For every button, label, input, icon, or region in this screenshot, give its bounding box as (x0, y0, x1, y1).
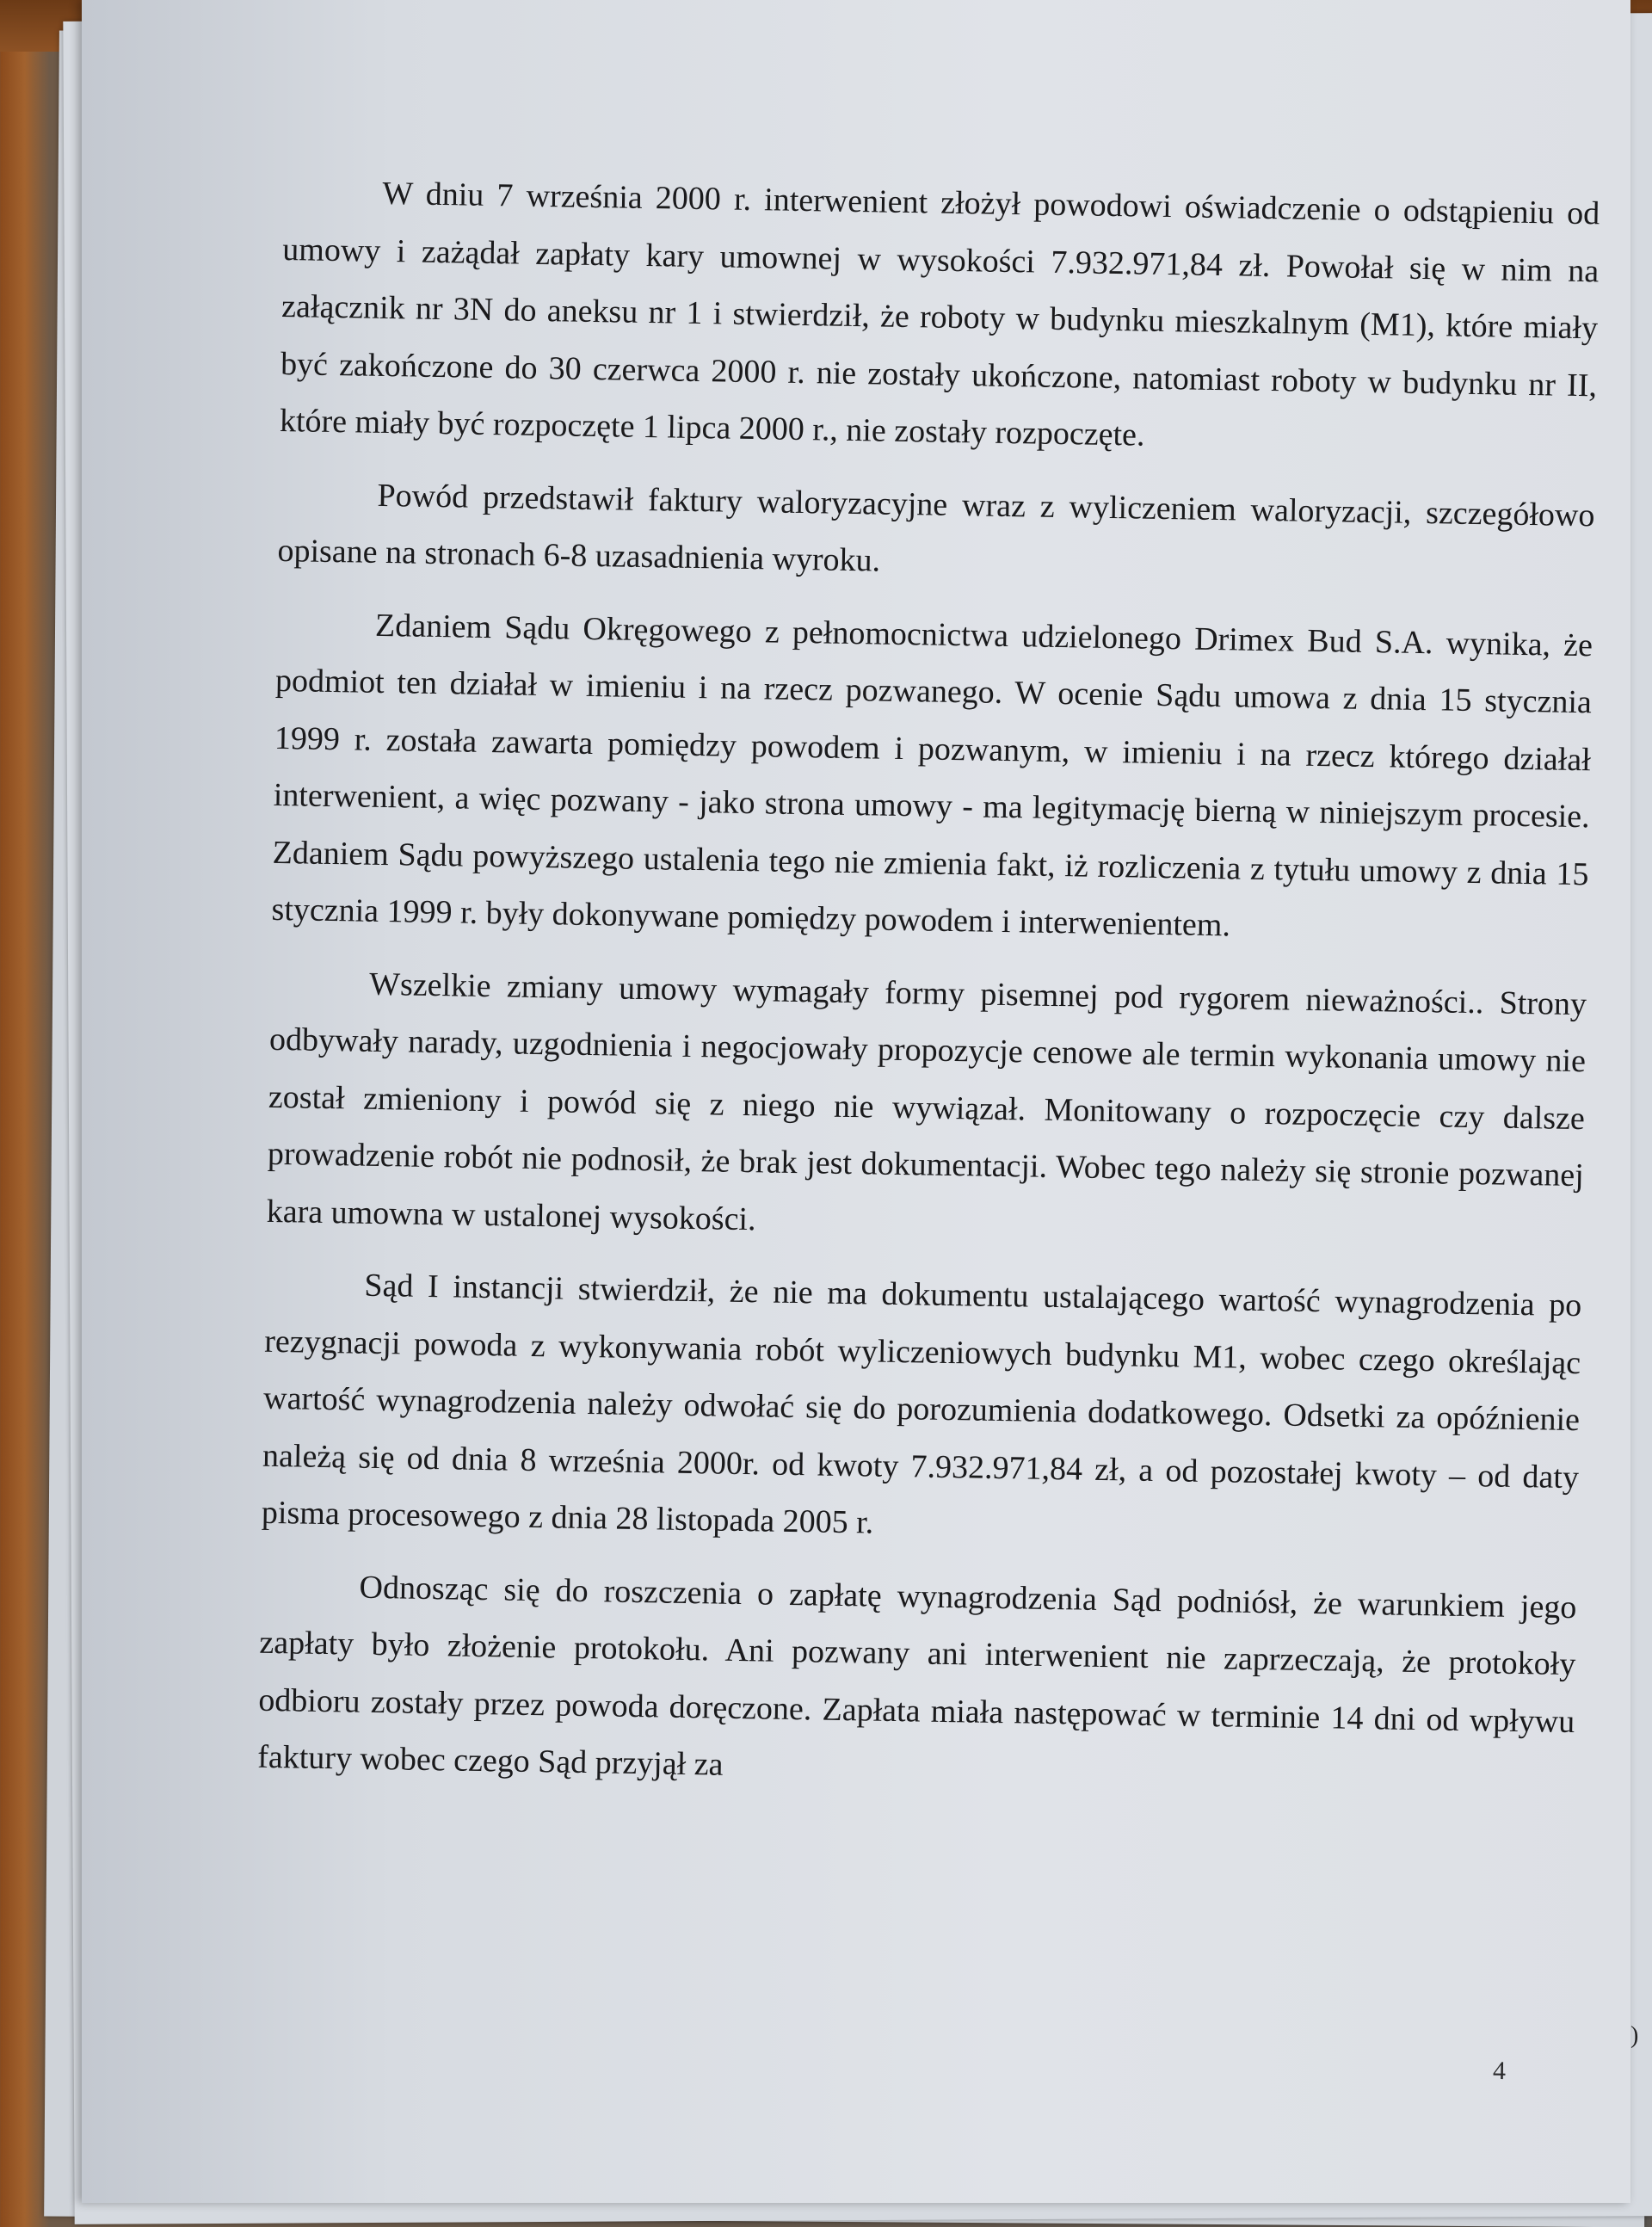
edge-mark: ) (1630, 2022, 1639, 2049)
paragraph (266, 953, 1587, 1262)
paragraph-text: Wszelkie zmiany umowy wymagały formy pisemnej pod rygorem nieważności.. Strony odbywały narady, uzgodnienia i negocjowały propozycje cenowe ale termin wykonania umowy nie został zmieniony i powód się z niego nie wywiązał. Monitowany o rozpoczęcie czy dalsze prowadzenie robót nie podnosił, że brak jest dokumentacji. Wobec tego należy się stronie pozwanej kara umowna w ustalonej wysokości. (266, 965, 1587, 1237)
paragraph-text: Zdaniem Sądu Okręgowego z pełnomocnictwa udzielonego Drimex Bud S.A. wynika, że podmiot ten działał w imieniu i na rzecz pozwanego. W ocenie Sądu umowa z dnia 15 stycznia 1999 r. została zawarta pomiędzy powodem i pozwanym, w imieniu i na rzecz którego działał interwenient, a więc pozwany - jako strona umowy - ma legitymację bierną w niniejszym procesie. Zdaniem Sądu powyższego ustalenia tego nie zmienia fakt, iż rozliczenia z tytułu umowy z dnia 15 stycznia 1999 r. były dokonywane pomiędzy powodem i interwenientem. (271, 607, 1593, 944)
document-body (257, 163, 1600, 1808)
paragraph-text: W dniu 7 września 2000 r. interwenient złożył powodowi oświadczenie o odstąpieniu od umowy i zażądał zapłaty kary umownej w wysokości 7.932.971,84 zł. Powołał się w nim na załącznik nr 3N do aneksu nr 1 i stwierdził, że roboty w budynku mieszkalnym (M1), które miały być zakończone do 30 czerwca 2000 r. nie zostały ukończone, natomiast roboty w budynku nr II, które miały być rozpoczęte 1 lipca 2000 r., nie zostały rozpoczęte. (279, 175, 1600, 453)
paragraph (277, 465, 1595, 601)
paragraph-text: Odnosząc się do roszczenia o zapłatę wynagrodzenia Sąd podniósł, że warunkiem jego zapłaty było złożenie protokołu. Ani pozwany ani interwenient nie zaprzeczają, że protokoły odbioru zostały przez powoda doręczone. Zapłata miała następować w terminie 14 dni od wpływu faktury wobec czego Sąd przyjął za (256, 1569, 1577, 1783)
page-number: 4 (1492, 2056, 1507, 2086)
paragraph-text: Powód przedstawił faktury waloryzacyjne wraz z wyliczeniem waloryzacji, szczegółowo opisane na stronach 6-8 uzasadnienia wyroku. (277, 477, 1595, 579)
paragraph (271, 595, 1593, 959)
paragraph (279, 163, 1600, 472)
paragraph (261, 1255, 1581, 1564)
paragraph-text: Sąd I instancji stwierdził, że nie ma dokumentu ustalającego wartość wynagrodzenia po rezygnacji powoda z wykonywania robót wyliczeniowych budynku M1, wobec czego określając wartość wynagrodzenia należy odwołać się do porozumienia dodatkowego. Odsetki za opóźnienie należą się od dnia 8 września 2000r. od kwoty 7.932.971,84 zł, a od pozostałej kwoty – od daty pisma procesowego z dnia 28 listopada 2005 r. (261, 1267, 1582, 1541)
paragraph (257, 1557, 1577, 1807)
